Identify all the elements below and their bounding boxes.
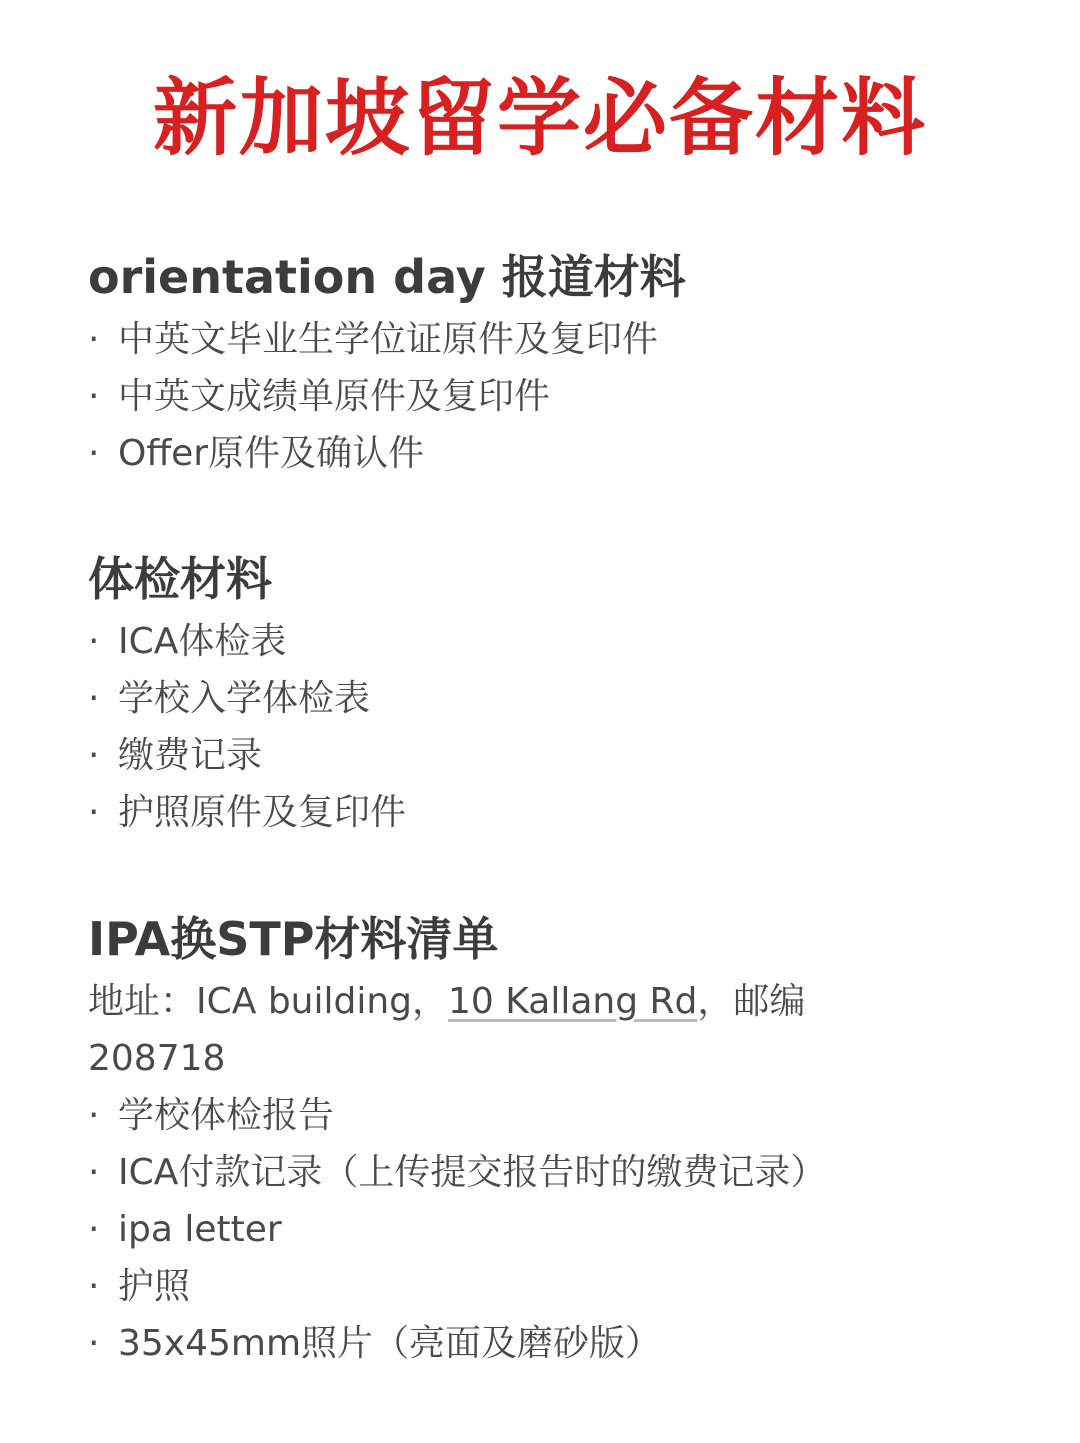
list-item <box>88 784 1028 841</box>
bullet: · <box>88 433 100 475</box>
section-medical-exam <box>88 552 1028 841</box>
address-link[interactable]: 10 Kallang Rd <box>448 981 698 1023</box>
postcode: 208718 <box>88 1038 226 1080</box>
list-item-text: ICA付款记录（上传提交报告时的缴费记录） <box>118 1152 827 1194</box>
section-heading: orientation day 报道材料 <box>88 250 686 304</box>
list-item <box>88 613 1028 670</box>
list-item-text: 35x45mm照片（亮面及磨砂版） <box>118 1323 662 1365</box>
bullet: · <box>88 1323 100 1365</box>
list-item <box>88 1315 1028 1372</box>
list-item <box>88 1087 1028 1144</box>
list-item-text: 学校体检报告 <box>118 1095 335 1137</box>
list-item <box>88 368 1028 425</box>
bullet: · <box>88 678 100 720</box>
bullet: · <box>88 376 100 418</box>
list-item-text: 中英文毕业生学位证原件及复印件 <box>118 319 659 361</box>
list-item-text: 护照原件及复印件 <box>118 792 407 834</box>
list-item-text: ICA体检表 <box>118 621 287 663</box>
list-item <box>88 425 1028 482</box>
list-item <box>88 670 1028 727</box>
section-heading: 体检材料 <box>88 552 272 606</box>
list-item-text: Offer原件及确认件 <box>118 433 425 475</box>
list-item <box>88 311 1028 368</box>
list-item-text: ipa letter <box>118 1209 282 1251</box>
address-suffix: ，邮编 <box>697 981 806 1023</box>
address-prefix: 地址：ICA building， <box>88 981 449 1023</box>
list-item-text: 中英文成绩单原件及复印件 <box>118 376 551 418</box>
section-heading: IPA换STP材料清单 <box>88 912 499 966</box>
list-item-text: 护照 <box>118 1266 191 1308</box>
bullet: · <box>88 1266 100 1308</box>
section-orientation-day <box>88 250 1028 482</box>
section-ipa-to-stp <box>88 912 1028 1372</box>
page-title: 新加坡留学必备材料 <box>152 69 927 167</box>
bullet: · <box>88 792 100 834</box>
list-item <box>88 1144 1028 1201</box>
address-text <box>88 973 1028 1087</box>
bullet: · <box>88 1152 100 1194</box>
list-item <box>88 727 1028 784</box>
bullet: · <box>88 319 100 361</box>
list-item-text: 缴费记录 <box>118 735 263 777</box>
bullet: · <box>88 1095 100 1137</box>
bullet: · <box>88 1209 100 1251</box>
list-item <box>88 1201 1028 1258</box>
bullet: · <box>88 621 100 663</box>
list-item <box>88 1258 1028 1315</box>
bullet: · <box>88 735 100 777</box>
list-item-text: 学校入学体检表 <box>118 678 371 720</box>
